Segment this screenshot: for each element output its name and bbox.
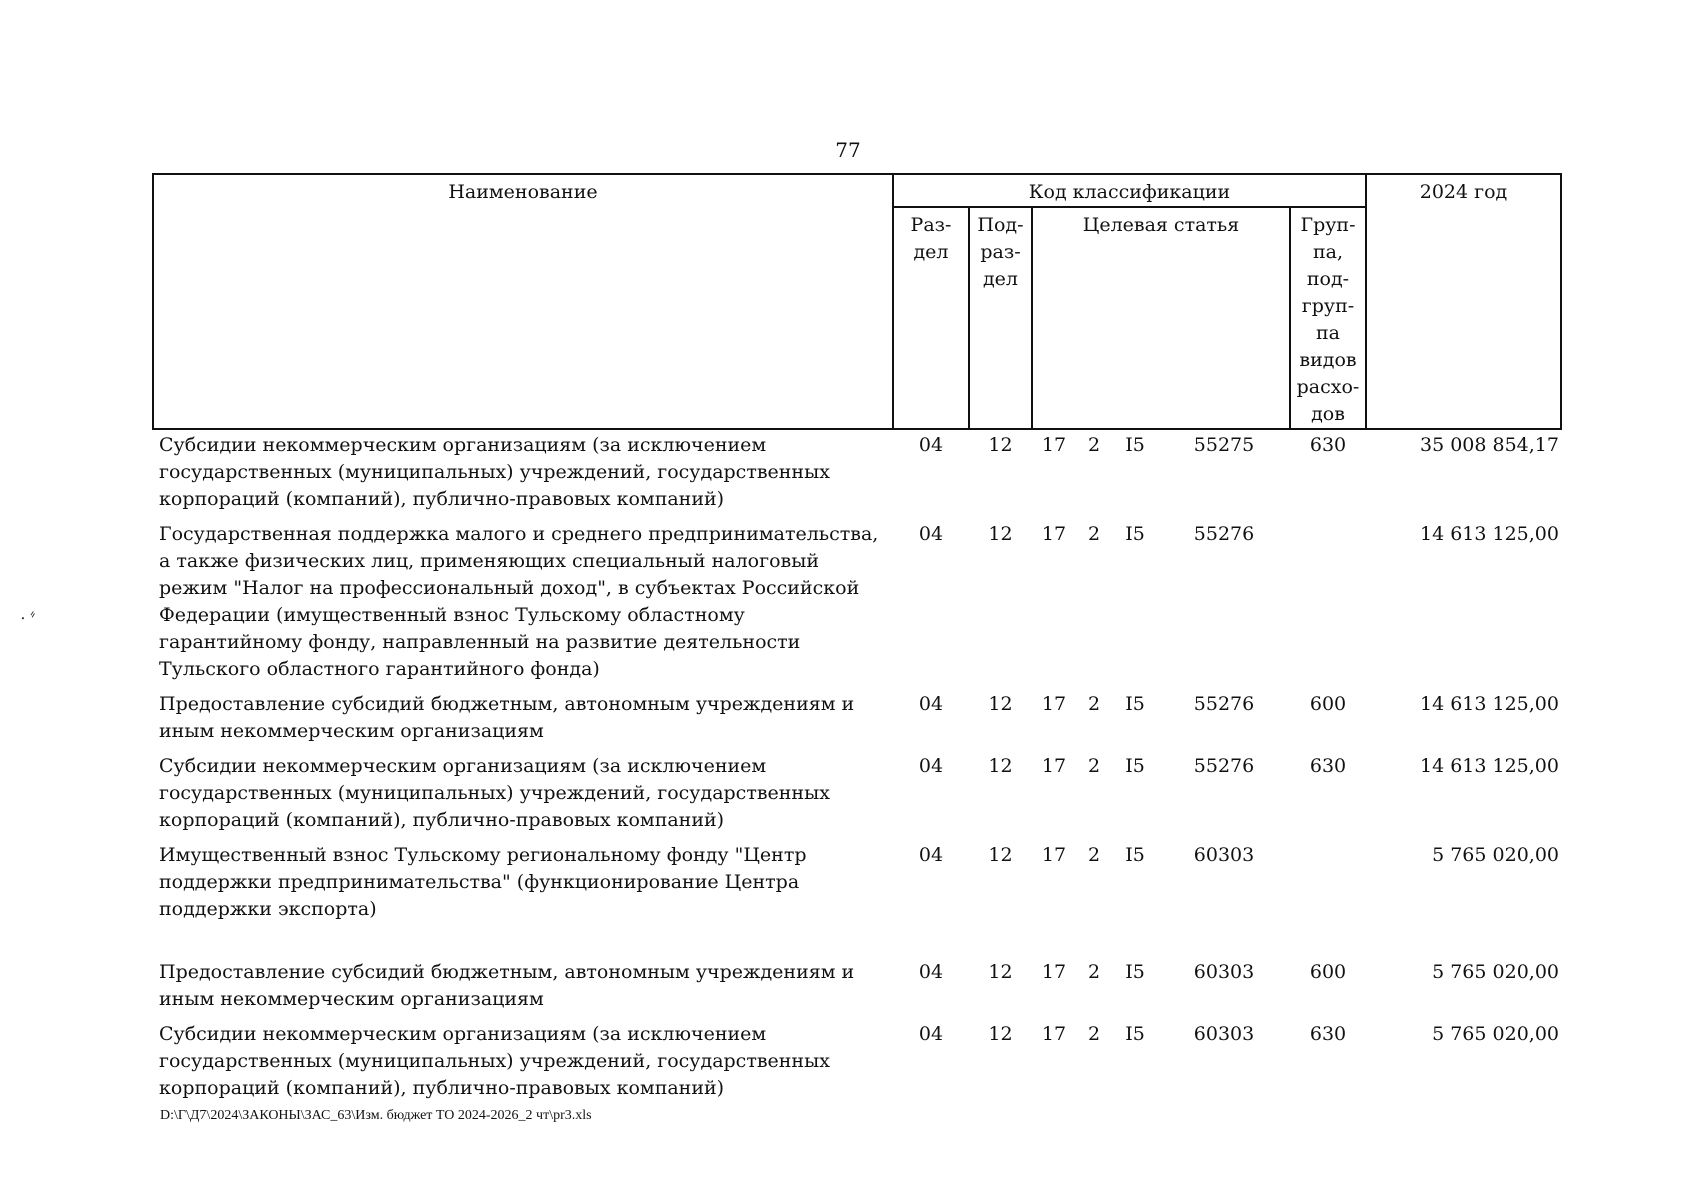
header-year: 2024 год xyxy=(1366,174,1561,429)
row-amount: 5 765 020,00 xyxy=(1432,961,1559,983)
row-target-project: I5 xyxy=(1125,961,1145,983)
row-target-project: I5 xyxy=(1125,693,1145,715)
row-target-direction: 60303 xyxy=(1193,1023,1255,1045)
row-name: Имущественный взнос Тульскому региональному фонду "Центр поддержки предпринимательства" (функционирование Центра поддержки экспорта) xyxy=(159,844,807,920)
row-target-project: I5 xyxy=(1125,434,1145,456)
row-amount: 14 613 125,00 xyxy=(1419,755,1559,777)
row-section: 04 xyxy=(918,961,944,983)
row-expense-group: 630 xyxy=(1309,434,1347,456)
row-subsection: 12 xyxy=(988,755,1013,777)
row-target-direction: 55276 xyxy=(1193,755,1255,777)
row-target-direction: 55275 xyxy=(1193,434,1255,456)
row-subsection: 12 xyxy=(988,961,1013,983)
row-name: Предоставление субсидий бюджетным, автономным учреждениям и иным некоммерческим организациям xyxy=(159,693,855,742)
row-target-direction: 55276 xyxy=(1193,693,1255,715)
row-target-subprogram: 2 xyxy=(1087,844,1101,866)
table-row xyxy=(153,1019,1561,1108)
table-row xyxy=(153,840,1561,957)
row-expense-group xyxy=(1290,840,1366,957)
row-target-direction: 60303 xyxy=(1193,844,1255,866)
row-amount: 35 008 854,17 xyxy=(1419,434,1559,456)
page-number: 77 xyxy=(835,138,861,162)
row-name: Предоставление субсидий бюджетным, автономным учреждениям и иным некоммерческим организациям xyxy=(159,961,855,1010)
table-row xyxy=(153,519,1561,689)
row-target-program: 17 xyxy=(1041,1023,1067,1045)
row-amount: 5 765 020,00 xyxy=(1432,844,1559,866)
row-expense-group: 630 xyxy=(1309,1023,1347,1045)
table-row xyxy=(153,751,1561,840)
row-section: 04 xyxy=(918,523,944,545)
table-header xyxy=(153,174,1561,429)
file-path-footer: D:\Г\Д7\2024\ЗАКОНЫ\ЗАС_63\Изм. бюджет ТО 2024-2026_2 чт\pr3.xls xyxy=(160,1108,592,1123)
row-target-subprogram: 2 xyxy=(1087,961,1101,983)
row-expense-group: 600 xyxy=(1309,961,1347,983)
row-target-program: 17 xyxy=(1041,755,1067,777)
row-target-subprogram: 2 xyxy=(1087,755,1101,777)
header-target-article: Целевая статья xyxy=(1032,207,1290,429)
table-row xyxy=(153,957,1561,1019)
row-target-program: 17 xyxy=(1041,961,1067,983)
row-section: 04 xyxy=(918,844,944,866)
row-target-project: I5 xyxy=(1125,844,1145,866)
row-target-project: I5 xyxy=(1125,1023,1145,1045)
row-target-subprogram: 2 xyxy=(1087,693,1101,715)
row-section: 04 xyxy=(918,1023,944,1045)
row-target-direction: 60303 xyxy=(1193,961,1255,983)
row-section: 04 xyxy=(918,434,944,456)
budget-table xyxy=(152,173,1562,1108)
header-subsection: Под- раз- дел xyxy=(969,207,1032,429)
row-section: 04 xyxy=(918,755,944,777)
header-section: Раз- дел xyxy=(893,207,969,429)
header-classification-code: Код классификации xyxy=(893,174,1366,207)
row-target-program: 17 xyxy=(1041,693,1067,715)
header-expense-group: Груп- па, под- груп- па видов расхо- дов xyxy=(1290,207,1366,429)
row-expense-group xyxy=(1290,519,1366,689)
row-name: Субсидии некоммерческим организациям (за исключением государственных (муниципальных) учреждений, государственных корпораций (компаний), публично-правовых компаний) xyxy=(159,755,830,831)
row-subsection: 12 xyxy=(988,523,1013,545)
row-amount: 14 613 125,00 xyxy=(1419,693,1559,715)
row-target-subprogram: 2 xyxy=(1087,523,1101,545)
row-subsection: 12 xyxy=(988,693,1013,715)
row-name: Субсидии некоммерческим организациям (за исключением государственных (муниципальных) учреждений, государственных корпораций (компаний), публично-правовых компаний) xyxy=(159,1023,830,1099)
margin-mark: · ⸗ xyxy=(16,603,39,628)
row-target-program: 17 xyxy=(1041,844,1067,866)
row-target-program: 17 xyxy=(1041,434,1067,456)
row-name: Субсидии некоммерческим организациям (за исключением государственных (муниципальных) учреждений, государственных корпораций (компаний), публично-правовых компаний) xyxy=(159,434,830,510)
row-expense-group: 600 xyxy=(1309,693,1347,715)
row-target-subprogram: 2 xyxy=(1087,434,1101,456)
table-body xyxy=(153,429,1561,1108)
row-section: 04 xyxy=(918,693,944,715)
row-target-subprogram: 2 xyxy=(1087,1023,1101,1045)
row-expense-group: 630 xyxy=(1309,755,1347,777)
row-target-project: I5 xyxy=(1125,755,1145,777)
header-name: Наименование xyxy=(153,174,893,429)
row-target-direction: 55276 xyxy=(1193,523,1255,545)
row-amount: 5 765 020,00 xyxy=(1432,1023,1559,1045)
row-subsection: 12 xyxy=(988,434,1013,456)
row-target-project: I5 xyxy=(1125,523,1145,545)
row-target-program: 17 xyxy=(1041,523,1067,545)
table-row xyxy=(153,689,1561,751)
row-amount: 14 613 125,00 xyxy=(1419,523,1559,545)
row-subsection: 12 xyxy=(988,1023,1013,1045)
row-subsection: 12 xyxy=(988,844,1013,866)
table-row xyxy=(153,429,1561,519)
row-name: Государственная поддержка малого и среднего предпринимательства, а также физических лиц, применяющих специальный налоговый режим "Налог на профессиональный доход", в субъектах Российской Федерации (имущественный взнос Тульскому областному гарантийному фонду, направленный на развитие деятельности Тульского областного гарантийного фонда) xyxy=(159,523,879,680)
